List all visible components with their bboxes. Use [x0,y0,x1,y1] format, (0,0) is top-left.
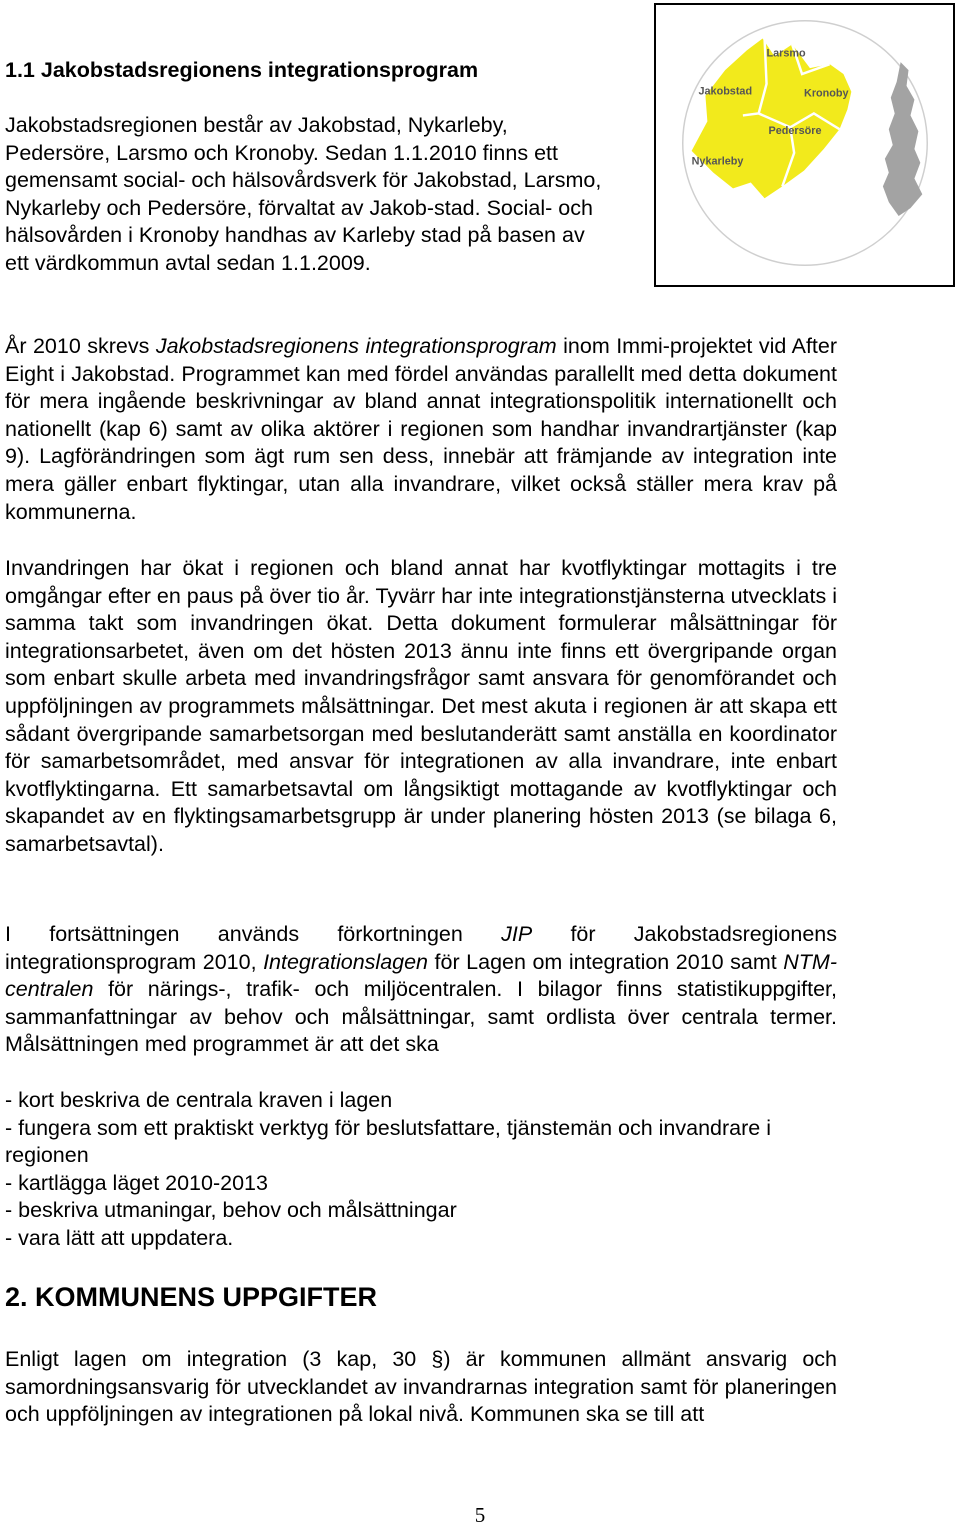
map-label-kronoby: Kronoby [804,87,849,100]
paragraph-immigration: Invandringen har ökat i regionen och bland annat har kvotflyktingar mottagits i tre omgångar efter en paus på över tio år. Tyvärr har inte integrationstjänsterna utvecklats i samma takt som invandringen ökat. Detta dokument formulerar målsättningar för integrationsarbetet, även om det hösten 2013 ännu inte finns ett övergripande organ som enbart skulle arbeta med invandringsfrågor samt ansvara för genomförandet och uppföljningen av programmets målsättningar. Det mest akuta i regionen är att skapa ett sådant övergripande samarbetsorgan med beslutanderätt samt anställa en koordinator för samarbetsområdet, med ansvar för integrationen av alla invandrare, inte enbart kvotflyktingarna. Ett samarbetsavtal om långsiktigt mottagande av kvotflyktingar och skapandet av en flyktingsamarbetsgrupp är under planering hösten 2013 (se bilaga 6, samarbetsavtal). [5,556,837,856]
goal-item: - kort beskriva de centrala kraven i lagen [5,1088,393,1112]
paragraph-municipality-duties: Enligt lagen om integration (3 kap, 30 §) är kommunen allmänt ansvarig och samordningsansvarig för utvecklandet av invandrarnas integration samt för planeringen och uppföljningen av integrationen på lokal nivå. Kommunen ska se till att [5,1347,837,1427]
section-heading-2: 2. KOMMUNENS UPPGIFTER [5,1282,378,1312]
finland-silhouette-icon [883,62,922,216]
region-map [654,3,955,287]
map-label-pedersore: Pedersöre [768,125,822,138]
goal-item: - beskriva utmaningar, behov och målsättningar [5,1198,457,1223]
goal-item: - vara lätt att uppdatera. [5,1225,234,1250]
map-label-nykarleby: Nykarleby [691,155,744,168]
goals-list [5,1087,837,1253]
map-label-larsmo: Larsmo [766,47,806,60]
goal-item: - kartlägga läget 2010-2013 [5,1170,268,1195]
goal-item: - fungera som ett praktiskt verktyg för beslutsfattare, tjänstemän och invandrare i regionen [5,1115,771,1168]
paragraph-abbreviations: I fortsättningen används förkortningen JIP för Jakobstadsregionens integrationsprogram 2010, Integrationslagen för Lagen om integration 2010 samt NTM-centralen för närings-, trafik- och miljöcentralen. I bilagor finns statistikuppgifter, sammanfattningar av behov och målsättningar, samt ordlista över centrala termer. Målsättningen med programmet är att det ska [5,922,837,1057]
section-heading-1-1: 1.1 Jakobstadsregionens integrationsprogram [5,58,479,82]
paragraph-immi-project: År 2010 skrevs Jakobstadsregionens integrationsprogram inom Immi-projektet vid After Eight i Jakobstad. Programmet kan med fördel användas parallellt med detta dokument för mera ingående beskrivningar av bland annat integrationspolitik internationellt och nationellt (kap 6) samt av olika aktörer i regionen som handhar invandrartjänster (kap 9). Lagförändringen som ägt rum sen dess, innebär att främjande av integration inte mera gäller enbart flyktingar, utan alla invandrare, vilket också ställer mera krav på kommunerna. [5,334,838,524]
intro-paragraph: Jakobstadsregionen består av Jakobstad, Nykarleby, Pedersöre, Larsmo och Kronoby. Sedan 1.1.2010 finns ett gemensamt social- och hälsovårdsverk för Jakobstad, Larsmo, Nykarleby och Pedersöre, förvaltat av Jakob-stad. Social- och hälsovården i Kronoby handhas av Karleby stad på basen av ett värdkommun avtal sedan 1.1.2009. [5,113,602,275]
page-number: 5 [474,1503,486,1527]
map-label-jakobstad: Jakobstad [698,85,753,98]
region-map-illustration [656,5,953,285]
